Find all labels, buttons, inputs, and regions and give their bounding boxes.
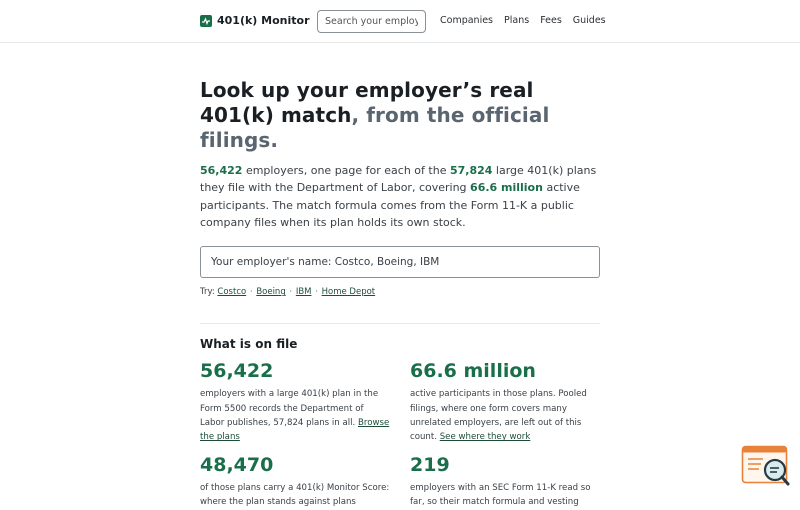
suggestion-home-depot[interactable]: Home Depot (321, 287, 376, 298)
nav-companies[interactable]: Companies (440, 15, 494, 26)
section-title: What is on file (200, 337, 298, 352)
help-widget[interactable] (741, 445, 791, 490)
nav-plans[interactable]: Plans (504, 15, 530, 26)
site-header (0, 0, 800, 43)
stat-value: 48,470 (200, 453, 274, 476)
try-label: Try: (200, 287, 215, 298)
stat-card (410, 359, 600, 445)
stat-text: active participants in those plans. Pooled filings, where one form covers many unrelated employers, are left out of this count. (410, 389, 587, 443)
stat-value: 219 (410, 453, 450, 476)
try-suggestions: Try: Costco · Boeing · IBM · Home Depot (200, 287, 376, 298)
employer-search-input[interactable] (200, 246, 600, 278)
stat-card (410, 453, 600, 510)
main-nav (440, 15, 606, 26)
nav-fees[interactable]: Fees (540, 15, 562, 26)
stat-value: 66.6 million (410, 360, 536, 383)
see-where-they-work-link[interactable]: See where they work (439, 432, 531, 443)
stat-value: 56,422 (200, 360, 274, 383)
stat-card (200, 359, 410, 445)
browse-plans-link[interactable]: Browse the plans (200, 418, 390, 443)
section-divider (200, 323, 600, 324)
stat-description (410, 387, 600, 445)
stat-description (200, 387, 390, 445)
chart-logo-icon (200, 15, 212, 27)
stats-grid (200, 359, 600, 509)
brand-name: 401(k) Monitor (217, 14, 310, 27)
nav-guides[interactable]: Guides (572, 15, 606, 26)
lead-text: active participants. The match formula comes from the Form 11-K a public company files when its plan holds its own stock. (200, 181, 580, 229)
stat-description: employers with an SEC Form 11-K read so far, so their match formula and vesting (410, 482, 591, 508)
page-title-main: Look up your employer’s real 401(k) match (200, 78, 534, 127)
lead-text: large 401(k) plans they file with the Department of Labor, covering (200, 164, 597, 195)
page-title-muted: , from the official filings. (200, 103, 550, 152)
stat-card (200, 453, 410, 510)
lead-paragraph (200, 162, 600, 231)
stat-text: employers with a large 401(k) plan in the Form 5500 records the Department of Labor publishes, 57,824 plans in all. (200, 389, 379, 428)
lead-text: employers, one page for each of the (242, 164, 450, 177)
page-title (200, 78, 600, 153)
search-document-icon (741, 445, 791, 490)
suggestion-ibm[interactable]: IBM (295, 287, 312, 298)
stat-description: of those plans carry a 401(k) Monitor Score: where the plan stands against plans (200, 482, 390, 508)
lead-participants-count: 66.6 million (470, 181, 543, 195)
lead-employers-count: 56,422 (200, 164, 243, 177)
header-search-input[interactable] (317, 10, 426, 33)
suggestion-costco[interactable]: Costco (217, 287, 247, 298)
lead-plans-count: 57,824 (449, 164, 493, 177)
suggestion-boeing[interactable]: Boeing (256, 287, 286, 298)
brand-logo[interactable] (200, 14, 310, 27)
main-content (200, 78, 600, 510)
